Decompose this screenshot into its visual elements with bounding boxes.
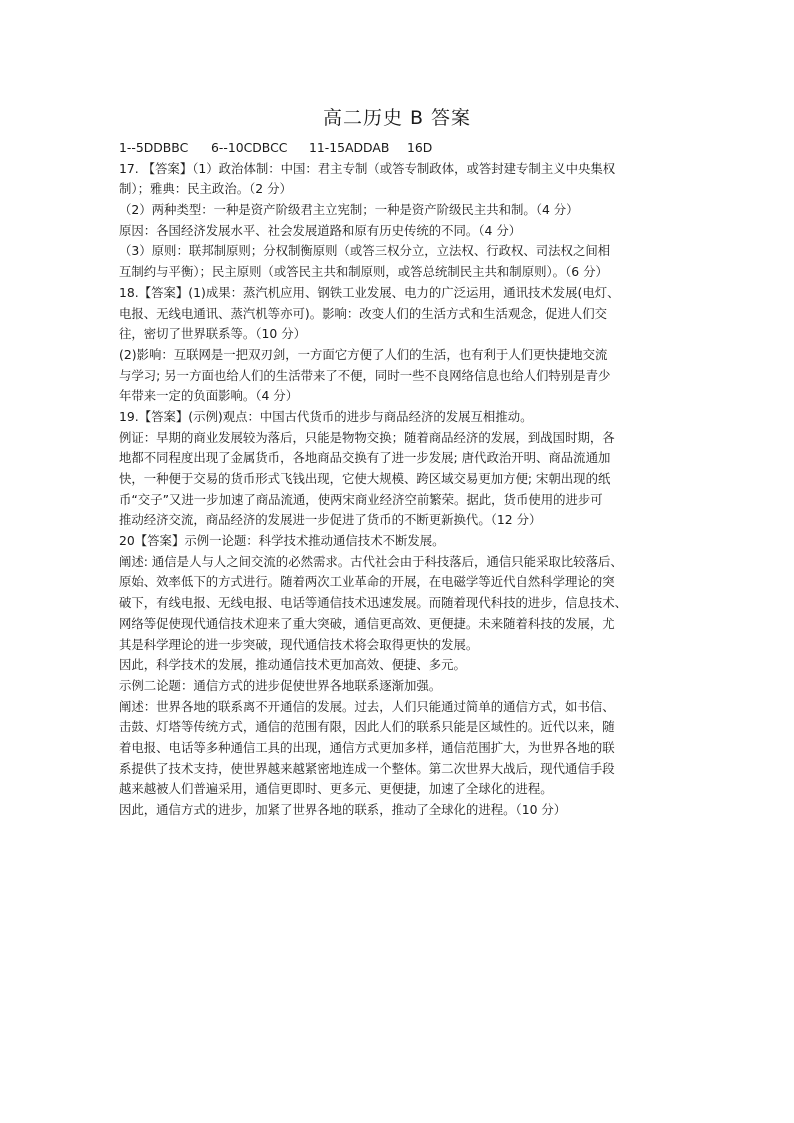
text-line: 币“交子”又进一步加速了商品流通，使两宋商业经济空前繁荣。据此，货币使用的进步可 <box>119 491 603 507</box>
text-line: 网络等促使现代通信技术迎来了重大突破，通信更高效、更便捷。未来随着科技的发展，尤 <box>119 615 615 631</box>
text-line: 推动经济交流，商品经济的发展进一步促进了货币的不断更新换代。（12 分） <box>119 512 542 528</box>
text-line: 原因：各国经济发展水平、社会发展道路和原有历史传统的不同。（4 分） <box>119 222 522 238</box>
mc-answer-11-15: 11-15ADDAB <box>309 140 390 155</box>
text-line: 年带来一定的负面影响。（4 分） <box>119 388 299 404</box>
text-line: 因此，通信方式的进步，加紧了世界各地的联系，推动了全球化的进程。（10 分） <box>119 802 567 817</box>
text-line: 原始、效率低下的方式进行。随着两次工业革命的开展，在电磁学等近代自然科学理论的突 <box>119 574 615 590</box>
text-line: （3）原则：联邦制原则；分权制衡原则（或答三权分立，立法权、行政权、司法权之间相 <box>119 243 611 259</box>
text-line: 与学习; 另一方面也给人们的生活带来了不便，同时一些不良网络信息也给人们特别是青少 <box>119 367 611 383</box>
mc-answer-6-10: 6--10CDBCC <box>211 140 288 155</box>
answer-content <box>119 138 679 821</box>
text-line: 快，一种便于交易的货币形式飞钱出现，它使大规模、跨区域交易更加方便; 宋朝出现的纸 <box>119 471 611 486</box>
text-line: 越来越被人们普遍采用，通信更即时、更多元、更便捷，加速了全球化的进程。 <box>119 781 553 797</box>
text-line: (2)影响：互联网是一把双刃剑，一方面它方便了人们的生活，也有利于人们更快捷地交流 <box>119 346 608 362</box>
text-line: 电报、无线电通讯、蒸汽机等亦可)。影响：改变人们的生活方式和生活观念，促进人们交 <box>119 305 608 321</box>
mc-answer-1-5: 1--5DDBBC <box>119 140 189 155</box>
mc-answer-16: 16D <box>407 140 433 155</box>
text-line: （2）两种类型：一种是资产阶级君主立宪制；一种是资产阶级民主共和制。（4 分） <box>119 202 579 218</box>
text-line: 示例二论题：通信方式的进步促使世界各地联系逐渐加强。 <box>119 677 442 693</box>
text-line: 阐述：世界各地的联系离不开通信的发展。过去，人们只能通过简单的通信方式，如书信、 <box>119 698 615 714</box>
multiple-choice-answers <box>119 138 679 159</box>
text-line: 例证：早期的商业发展较为落后，只能是物物交换；随着商品经济的发展，到战国时期，各 <box>119 429 615 445</box>
text-line: 互制约与平衡）；民主原则（或答民主共和制原则，或答总统制民主共和制原则）。（6 分） <box>119 264 608 280</box>
text-line: 其是科学理论的进一步突破，现代通信技术将会取得更快的发展。 <box>119 636 479 652</box>
text-line: 系提供了技术支持，使世界越来越紧密地连成一个整体。第二次世界大战后，现代通信手段 <box>119 760 615 776</box>
page-title: 高二历史 B 答案 <box>322 107 472 129</box>
text-line: 地都不同程度出现了金属货币，各地商品交换有了进一步发展; 唐代政治开明、商品流通加 <box>119 450 611 466</box>
text-line: 20【答案】示例一论题：科学技术推动通信技术不断发展。 <box>119 533 445 549</box>
text-line: 制）；雅典：民主政治。（2 分） <box>119 181 292 197</box>
text-line: 破下，有线电报、无线电报、电话等通信技术迅速发展。而随着现代科技的进步，信息技术、 <box>119 595 628 611</box>
answer-text-lines <box>119 159 679 821</box>
text-line: 着电报、电话等多种通信工具的出现，通信方式更加多样，通信范围扩大，为世界各地的联 <box>119 739 615 755</box>
text-line: 17. 【答案】（1）政治体制：中国：君主专制（或答专制政体，或答封建专制主义中央集权 <box>119 160 616 176</box>
text-line: 19.【答案】(示例)观点：中国古代货币的进步与商品经济的发展互相推动。 <box>119 408 533 424</box>
text-line: 阐述: 通信是人与人之间交流的必然需求。古代社会由于科技落后，通信只能采取比较落后、 <box>119 553 623 569</box>
text-line: 18.【答案】(1)成果：蒸汽机应用、钢铁工业发展、电力的广泛运用，通讯技术发展(电灯、 <box>119 284 620 300</box>
text-line: 因此，科学技术的发展，推动通信技术更加高效、便捷、多元。 <box>119 657 466 673</box>
text-line: 击鼓、灯塔等传统方式，通信的范围有限，因此人们的联系只能是区域性的。近代以来，随 <box>119 719 615 735</box>
text-line: 往，密切了世界联系等。（10 分） <box>119 326 306 342</box>
